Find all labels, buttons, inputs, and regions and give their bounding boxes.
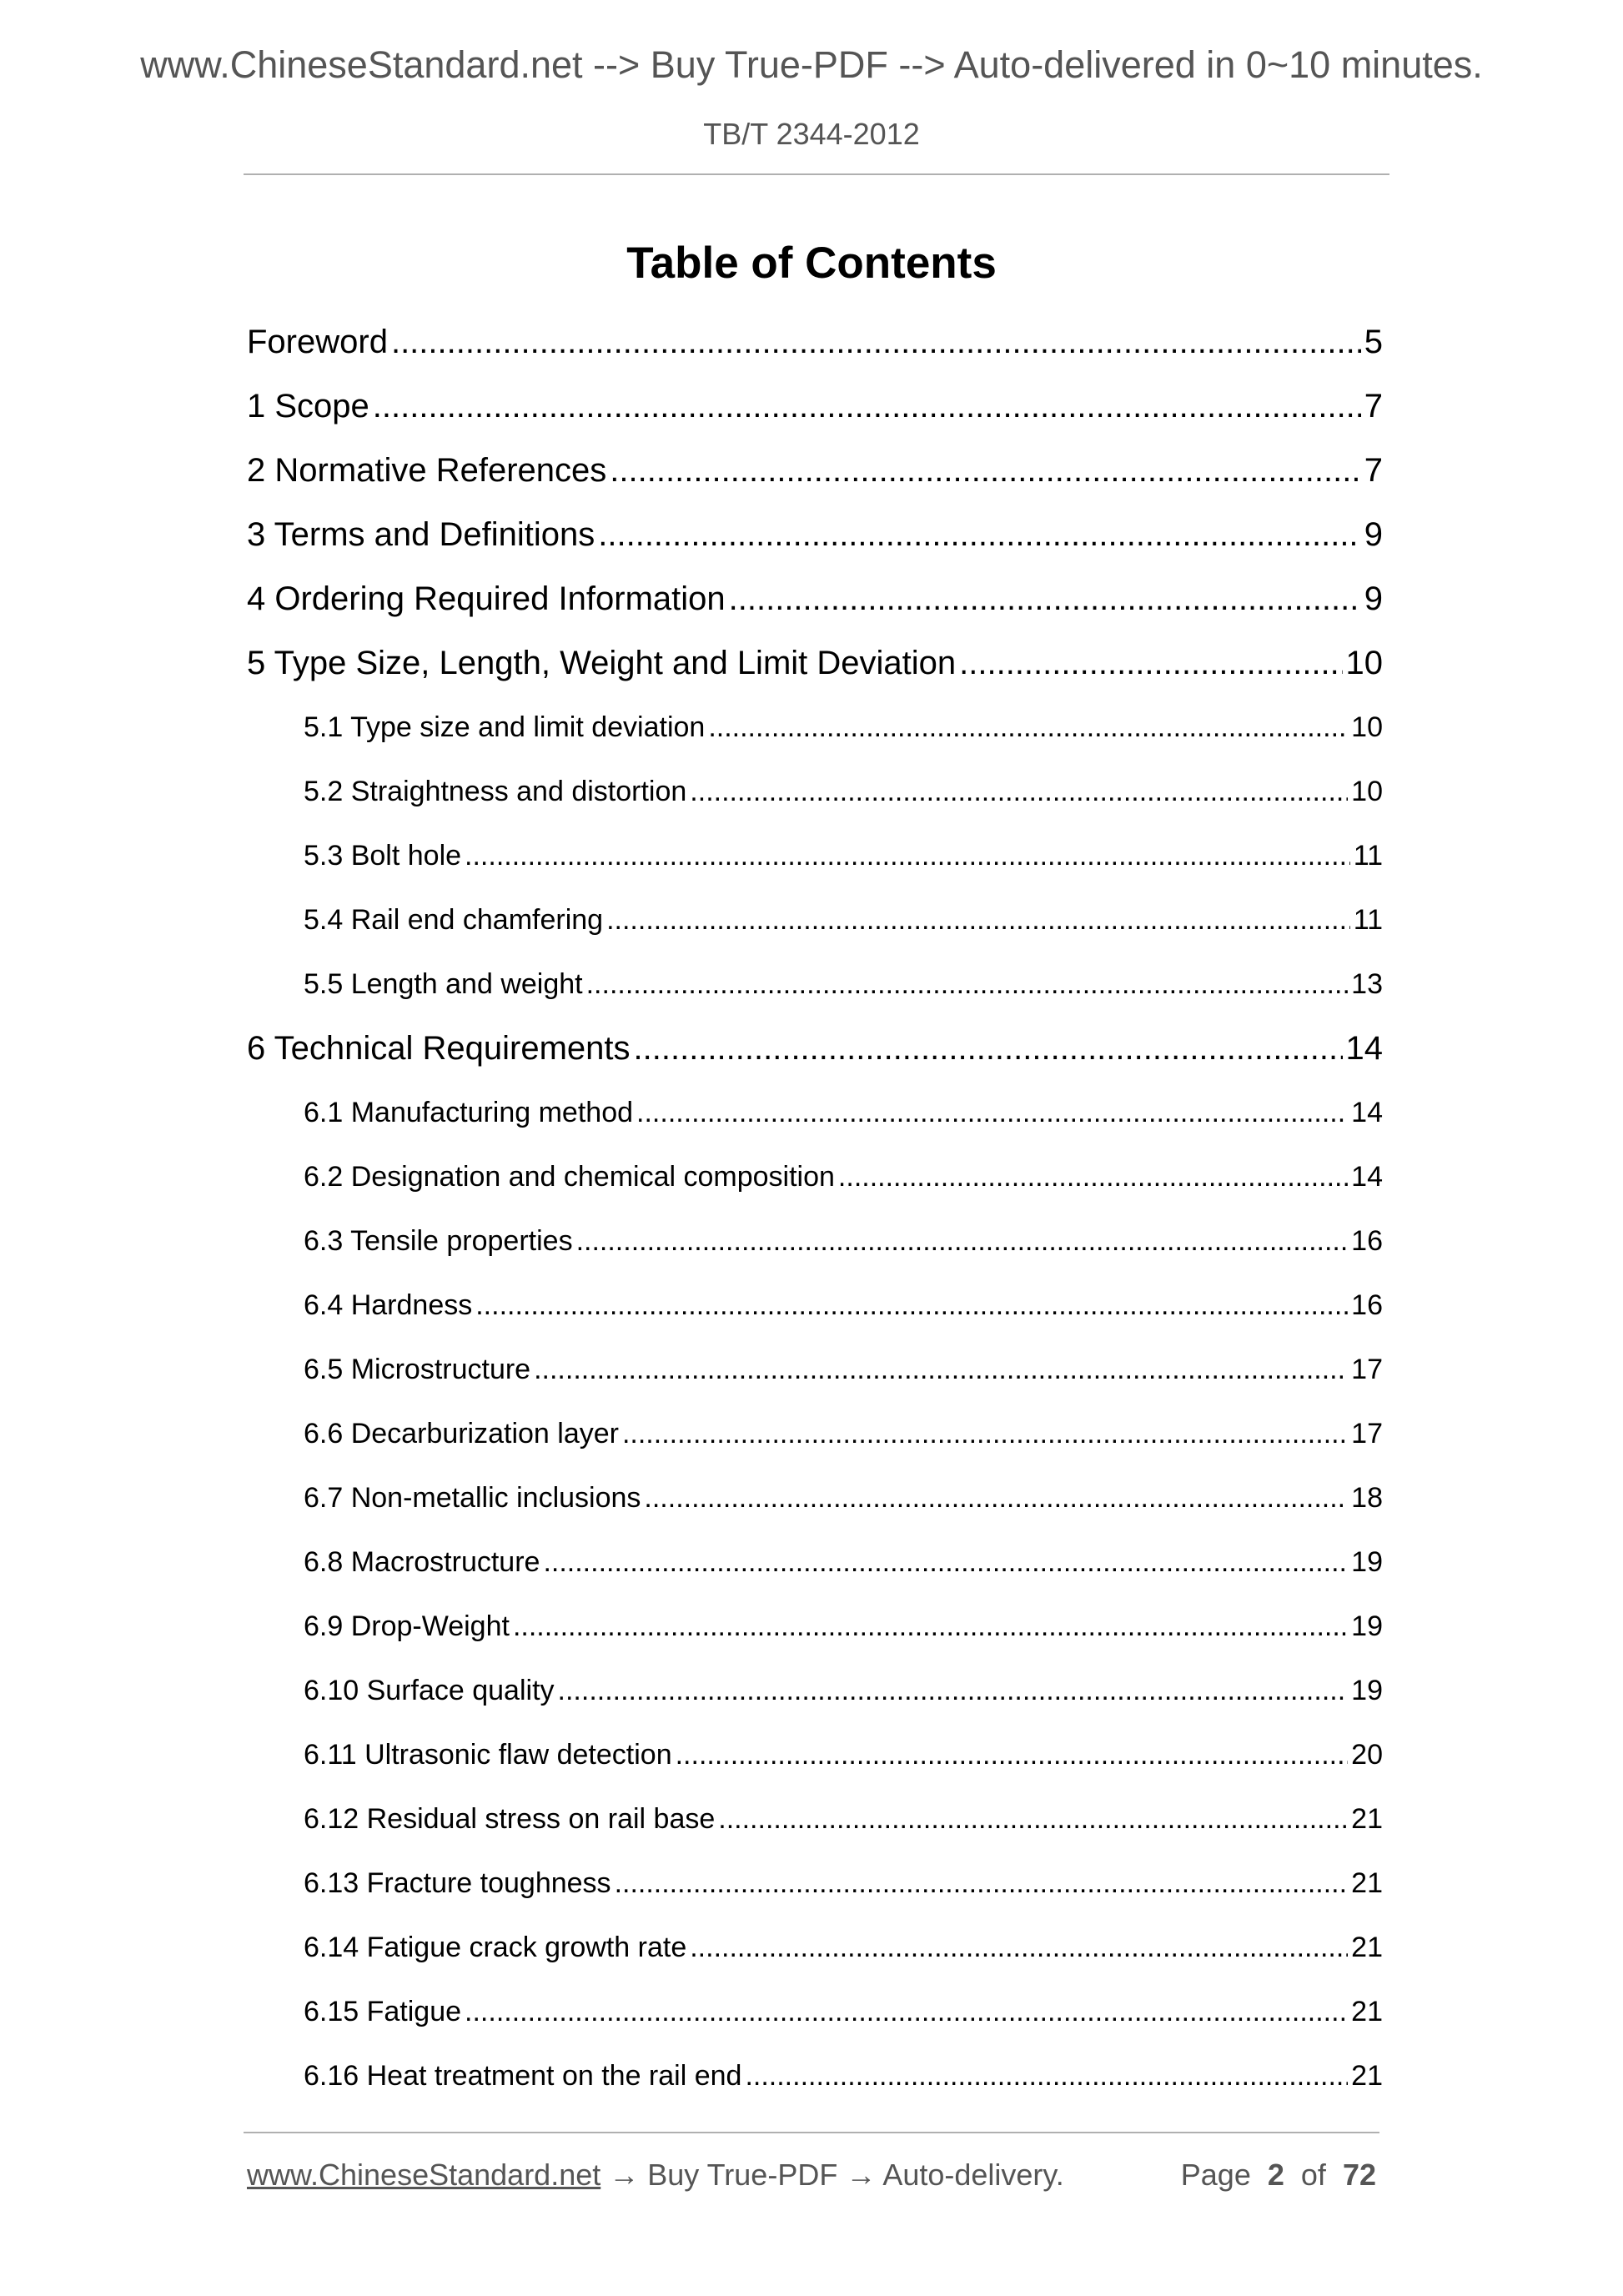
- toc-entry-label: 6.6 Decarburization layer: [304, 1418, 619, 1449]
- toc-dot-leader: [634, 1023, 1343, 1073]
- toc-entry-page: 21: [1351, 1932, 1383, 1963]
- toc-entry-label: 6.2 Designation and chemical composition: [304, 1161, 835, 1193]
- toc-entry-page: 13: [1351, 968, 1383, 1000]
- top-banner: www.ChineseStandard.net --> Buy True-PDF --> Auto-delivered in 0~10 minutes.: [140, 43, 1483, 86]
- page-current: 2: [1267, 2158, 1284, 2192]
- toc-dot-leader: [615, 1858, 1349, 1908]
- toc-entry-page: 10: [1351, 711, 1383, 743]
- toc-entry[interactable]: [247, 1537, 1383, 1601]
- toc-entry-page: 17: [1351, 1418, 1383, 1449]
- toc-dot-leader: [598, 510, 1361, 560]
- toc-entry-label: 5.3 Bolt hole: [304, 840, 462, 872]
- toc-dot-leader: [622, 1409, 1348, 1459]
- toc-entry[interactable]: [247, 959, 1383, 1023]
- toc-entry-page: 21: [1351, 2060, 1383, 2092]
- toc-entry[interactable]: [247, 1152, 1383, 1216]
- toc-entry-page: 17: [1351, 1354, 1383, 1385]
- toc-entry-page: 21: [1351, 1996, 1383, 2027]
- toc-entry-page: 14: [1345, 1030, 1383, 1067]
- toc-entry-page: 7: [1364, 452, 1383, 489]
- toc-entry-label: 6.10 Surface quality: [304, 1675, 555, 1706]
- table-of-contents: [247, 317, 1383, 2115]
- toc-dot-leader: [708, 702, 1348, 752]
- toc-entry-page: 14: [1351, 1097, 1383, 1128]
- toc-dot-leader: [513, 1601, 1348, 1651]
- toc-entry[interactable]: [247, 1473, 1383, 1537]
- toc-entry[interactable]: [247, 574, 1383, 638]
- toc-entry-label: 6 Technical Requirements: [247, 1030, 631, 1067]
- footer-website-link[interactable]: www.ChineseStandard.net: [247, 2158, 601, 2192]
- toc-dot-leader: [729, 574, 1361, 624]
- toc-entry[interactable]: [247, 510, 1383, 574]
- toc-entry[interactable]: [247, 317, 1383, 381]
- toc-dot-leader: [465, 831, 1350, 881]
- toc-entry-label: 3 Terms and Definitions: [247, 516, 595, 553]
- footer-page-indicator: [1181, 2158, 1376, 2193]
- toc-entry[interactable]: [247, 1987, 1383, 2051]
- toc-entry-page: 9: [1364, 516, 1383, 553]
- toc-entry[interactable]: [247, 766, 1383, 831]
- toc-entry[interactable]: [247, 1023, 1383, 1088]
- toc-dot-leader: [465, 1987, 1348, 2037]
- toc-dot-leader: [586, 959, 1349, 1009]
- page-word: Page: [1180, 2158, 1251, 2192]
- header-divider: [244, 173, 1389, 175]
- toc-dot-leader: [676, 1730, 1349, 1780]
- toc-entry[interactable]: [247, 1216, 1383, 1280]
- toc-entry[interactable]: [247, 1088, 1383, 1152]
- toc-entry[interactable]: [247, 445, 1383, 510]
- toc-entry-label: 1 Scope: [247, 388, 369, 425]
- toc-dot-leader: [838, 1152, 1348, 1202]
- of-word: of: [1300, 2158, 1326, 2192]
- toc-entry-page: 21: [1351, 1867, 1383, 1899]
- toc-entry[interactable]: [247, 638, 1383, 702]
- toc-title: Table of Contents: [626, 239, 997, 288]
- toc-entry[interactable]: [247, 1794, 1383, 1858]
- toc-entry-label: 6.9 Drop-Weight: [304, 1610, 510, 1642]
- toc-dot-leader: [610, 445, 1360, 495]
- toc-entry-label: 5.5 Length and weight: [304, 968, 583, 1000]
- toc-dot-leader: [606, 895, 1350, 945]
- toc-dot-leader: [959, 638, 1342, 688]
- toc-entry-page: 20: [1351, 1739, 1383, 1771]
- toc-dot-leader: [636, 1088, 1348, 1138]
- toc-dot-leader: [690, 1922, 1348, 1972]
- toc-entry-label: 6.15 Fatigue: [304, 1996, 462, 2027]
- toc-entry[interactable]: [247, 1665, 1383, 1730]
- toc-entry-page: 7: [1364, 388, 1383, 425]
- toc-entry[interactable]: [247, 1344, 1383, 1409]
- toc-entry[interactable]: [247, 702, 1383, 766]
- toc-entry-page: 11: [1353, 904, 1383, 936]
- toc-entry-label: 5.1 Type size and limit deviation: [304, 711, 706, 743]
- toc-entry-label: 6.3 Tensile properties: [304, 1225, 573, 1257]
- document-code: TB/T 2344-2012: [703, 117, 920, 151]
- toc-entry-page: 19: [1351, 1546, 1383, 1578]
- toc-entry[interactable]: [247, 1858, 1383, 1922]
- toc-entry-label: 5.2 Straightness and distortion: [304, 776, 687, 807]
- toc-dot-leader: [745, 2051, 1348, 2101]
- toc-entry-label: 4 Ordering Required Information: [247, 580, 726, 617]
- toc-entry-label: 6.4 Hardness: [304, 1289, 473, 1321]
- toc-entry-label: 6.8 Macrostructure: [304, 1546, 540, 1578]
- toc-entry-page: 14: [1351, 1161, 1383, 1193]
- toc-dot-leader: [690, 766, 1348, 816]
- toc-entry[interactable]: [247, 1730, 1383, 1794]
- toc-entry-label: 6.7 Non-metallic inclusions: [304, 1482, 641, 1514]
- footer-tagline: → Buy True-PDF → Auto-delivery.: [600, 2158, 1064, 2192]
- toc-entry-page: 16: [1351, 1289, 1383, 1321]
- toc-entry-page: 11: [1353, 840, 1383, 872]
- toc-entry-page: 21: [1351, 1803, 1383, 1835]
- toc-entry-label: 6.14 Fatigue crack growth rate: [304, 1932, 687, 1963]
- toc-entry[interactable]: [247, 1601, 1383, 1665]
- footer-left: [247, 2158, 1064, 2193]
- toc-entry[interactable]: [247, 831, 1383, 895]
- toc-dot-leader: [558, 1665, 1349, 1716]
- toc-dot-leader: [576, 1216, 1349, 1266]
- toc-entry-label: 6.12 Residual stress on rail base: [304, 1803, 716, 1835]
- toc-entry-page: 10: [1351, 776, 1383, 807]
- toc-dot-leader: [475, 1280, 1348, 1330]
- toc-entry-label: 6.11 Ultrasonic flaw detection: [304, 1739, 672, 1771]
- toc-entry-page: 5: [1364, 324, 1383, 360]
- toc-entry[interactable]: [247, 1409, 1383, 1473]
- toc-entry-page: 9: [1364, 580, 1383, 617]
- toc-dot-leader: [718, 1794, 1348, 1844]
- toc-entry[interactable]: [247, 2051, 1383, 2115]
- toc-entry[interactable]: [247, 381, 1383, 445]
- toc-dot-leader: [543, 1537, 1348, 1587]
- toc-dot-leader: [373, 381, 1361, 431]
- toc-entry-label: 6.16 Heat treatment on the rail end: [304, 2060, 742, 2092]
- footer-divider: [244, 2132, 1379, 2133]
- toc-entry[interactable]: [247, 1922, 1383, 1987]
- toc-entry-label: 6.5 Microstructure: [304, 1354, 531, 1385]
- toc-entry[interactable]: [247, 1280, 1383, 1344]
- toc-entry-label: 2 Normative References: [247, 452, 607, 489]
- toc-entry-page: 16: [1351, 1225, 1383, 1257]
- toc-entry-page: 19: [1351, 1675, 1383, 1706]
- toc-entry-label: 5 Type Size, Length, Weight and Limit Deviation: [247, 645, 957, 681]
- toc-entry-label: 6.13 Fracture toughness: [304, 1867, 611, 1899]
- toc-entry-page: 18: [1351, 1482, 1383, 1514]
- toc-dot-leader: [644, 1473, 1348, 1523]
- toc-entry-label: 5.4 Rail end chamfering: [304, 904, 604, 936]
- toc-entry-page: 10: [1345, 645, 1383, 681]
- toc-entry-label: 6.1 Manufacturing method: [304, 1097, 634, 1128]
- toc-entry-page: 19: [1351, 1610, 1383, 1642]
- toc-dot-leader: [391, 317, 1361, 367]
- toc-entry[interactable]: [247, 895, 1383, 959]
- page-total: 72: [1342, 2158, 1376, 2192]
- toc-dot-leader: [534, 1344, 1348, 1394]
- toc-entry-label: Foreword: [247, 324, 388, 360]
